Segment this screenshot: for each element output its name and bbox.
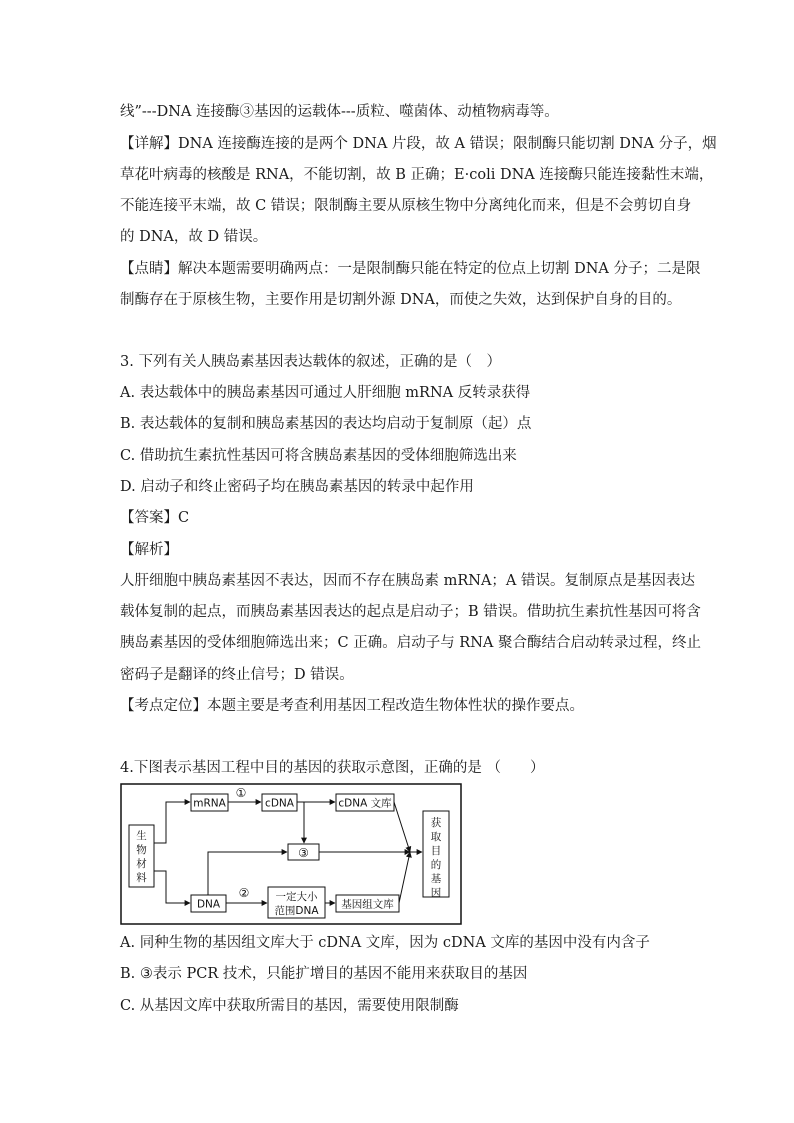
mrna-label: mRNA [193,797,226,810]
analysis-line-4: 密码子是翻译的终止信号；D 错误。 [120,667,354,683]
line-5: 的 DNA，故 D 错误。 [120,229,268,245]
analysis-line-2: 载体复制的起点，而胰岛素基因表达的起点是启动子；B 错误。借助抗生素抗性基因可将含 [120,604,701,620]
q4-option-b: B. ③表示 PCR 技术，只能扩增目的基因不能用来获取目的基因 [120,966,528,982]
line-2: 【详解】DNA 连接酶连接的是两个 DNA 片段，故 A 错误；限制酶只能切割 DNA 分子，烟 [120,136,717,152]
line-3: 草花叶病毒的核酸是 RNA，不能切割，故 B 正确；E·coli DNA 连接酶只能连接黏性末端， [120,167,714,183]
arrow-source-mrna [154,802,190,843]
line-6: 【点睛】解决本题需要明确两点：一是限制酶只能在特定的位点上切割 DNA 分子；二是限 [120,261,701,277]
step-3-label: ③ [298,846,309,860]
target-char: 的 [430,859,442,871]
target-char: 获 [430,817,442,829]
q3-option-a: A. 表达载体中的胰岛素基因可通过人肝细胞 mRNA 反转录获得 [120,385,531,401]
target-char: 目 [430,845,442,857]
step-1-label: ① [235,786,247,800]
analysis-line-1: 人肝细胞中胰岛素基因不表达，因而不存在胰岛素 mRNA；A 错误。复制原点是基因表达 [120,573,696,589]
gene-acquisition-diagram [120,783,462,925]
fragment-label-line1: 一定大小 [275,891,318,903]
q4-option-c: C. 从基因文库中获取所需目的基因，需要使用限制酶 [120,998,459,1014]
exam-point: 【考点定位】本题主要是考查利用基因工程改造生物体性状的操作要点。 [120,698,584,714]
dna-label: DNA [196,898,221,911]
cdna-library-label: cDNA 文库 [338,797,392,810]
q3-option-c: C. 借助抗生素抗性基因可将含胰岛素基因的受体细胞筛选出来 [120,448,517,464]
target-char: 因 [430,887,442,899]
question-3: 3. 下列有关人胰岛素基因表达载体的叙述，正确的是（ ） [120,354,501,370]
analysis-line-3: 胰岛素基因的受体细胞筛选出来；C 正确。启动子与 RNA 聚合酶结合启动转录过程，终止 [120,635,701,651]
source-char: 生 [136,830,147,842]
target-char: 基 [430,873,442,885]
arrow-genlib-target [399,852,410,903]
arrow-source-dna [154,871,190,903]
genomic-library-label: 基因组文库 [341,898,394,911]
q4-option-a: A. 同种生物的基因组文库大于 cDNA 文库，因为 cDNA 文库的基因中没有内含子 [120,935,650,951]
step-2-label: ② [238,886,250,900]
q3-option-b: B. 表达载体的复制和胰岛素基因的表达均启动于复制原（起）点 [120,416,532,432]
line-4: 不能连接平末端，故 C 错误；限制酶主要从原核生物中分离纯化而来，但是不会剪切自身 [120,198,692,214]
source-char: 物 [136,844,147,856]
target-char: 取 [430,831,442,843]
q3-option-d: D. 启动子和终止密码子均在胰岛素基因的转录中起作用 [120,479,474,495]
answer: 【答案】C [120,510,190,526]
fragment-label-line2: 范围DNA [274,905,319,917]
analysis-heading: 【解析】 [120,542,178,558]
arrow-cdnalib-target [394,802,410,852]
question-4: 4.下图表示基因工程中目的基因的获取示意图，正确的是 （ ） [120,760,545,776]
line-7: 制酶存在于原核生物，主要作用是切割外源 DNA，而使之失效，达到保护自身的目的。 [120,292,682,308]
cdna-label: cDNA [265,797,294,810]
source-char: 料 [136,872,147,884]
source-char: 材 [136,858,147,870]
line-1: 线”---DNA 连接酶③基因的运载体---质粒、噬菌体、动植物病毒等。 [120,104,559,120]
